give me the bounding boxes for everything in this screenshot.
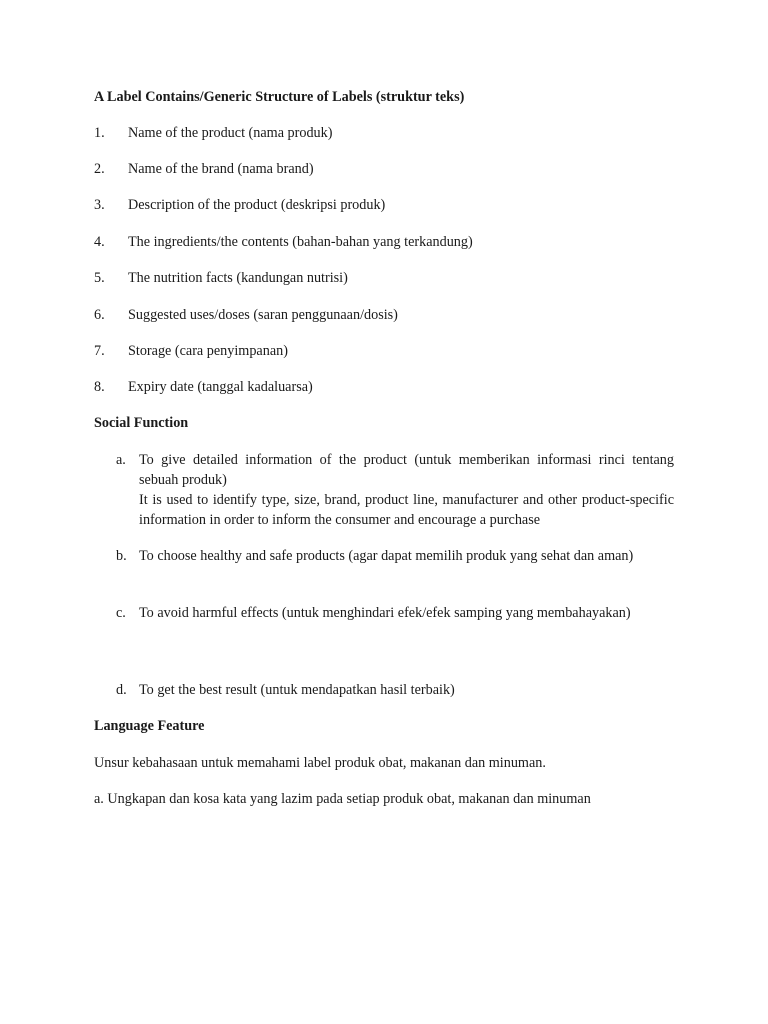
list-item-text: Storage (cara penyimpanan) <box>128 343 288 359</box>
social-function-item <box>116 546 676 566</box>
social-function-item <box>116 680 676 700</box>
list-item-text: Description of the product (deskripsi produk) <box>128 197 386 213</box>
list-item-text: To give detailed information of the product (untuk memberikan informasi rinci tentang sebuah produk) <box>139 452 674 488</box>
list-marker: 6. <box>94 307 105 323</box>
social-function-item <box>116 603 676 623</box>
list-marker: 7. <box>94 343 105 359</box>
list-marker: 4. <box>94 234 105 250</box>
structure-heading: A Label Contains/Generic Structure of Labels (struktur teks) <box>94 89 465 105</box>
list-marker: 8. <box>94 379 105 395</box>
list-item-text: Name of the brand (nama brand) <box>128 161 314 177</box>
language-feature-item: a. Ungkapan dan kosa kata yang lazim pada setiap produk obat, makanan dan minuman <box>94 791 591 807</box>
list-marker: 1. <box>94 125 105 141</box>
social-function-heading: Social Function <box>94 415 189 431</box>
language-feature-intro: Unsur kebahasaan untuk memahami label produk obat, makanan dan minuman. <box>94 755 546 771</box>
list-marker: a. <box>116 452 126 468</box>
list-item-text: To choose healthy and safe products (agar dapat memilih produk yang sehat dan aman) <box>139 548 634 564</box>
list-marker: 2. <box>94 161 105 177</box>
list-item-text: To get the best result (untuk mendapatkan hasil terbaik) <box>139 682 455 698</box>
list-item-text: The ingredients/the contents (bahan-bahan yang terkandung) <box>128 234 473 250</box>
language-feature-heading: Language Feature <box>94 718 205 734</box>
list-item-text: Suggested uses/doses (saran penggunaan/dosis) <box>128 307 398 323</box>
list-marker: c. <box>116 605 126 621</box>
list-item-text: Expiry date (tanggal kadaluarsa) <box>128 379 313 395</box>
list-marker: d. <box>116 682 127 698</box>
list-item-text: Name of the product (nama produk) <box>128 125 333 141</box>
social-function-item <box>116 450 676 530</box>
list-item-text: The nutrition facts (kandungan nutrisi) <box>128 270 348 286</box>
list-marker: 3. <box>94 197 105 213</box>
list-item-text: To avoid harmful effects (untuk menghindari efek/efek samping yang membahayakan) <box>139 605 631 621</box>
list-item-detail: It is used to identify type, size, brand, product line, manufacturer and other product-specific information in order to inform the consumer and encourage a purchase <box>139 492 674 528</box>
list-marker: 5. <box>94 270 105 286</box>
list-marker: b. <box>116 548 127 564</box>
